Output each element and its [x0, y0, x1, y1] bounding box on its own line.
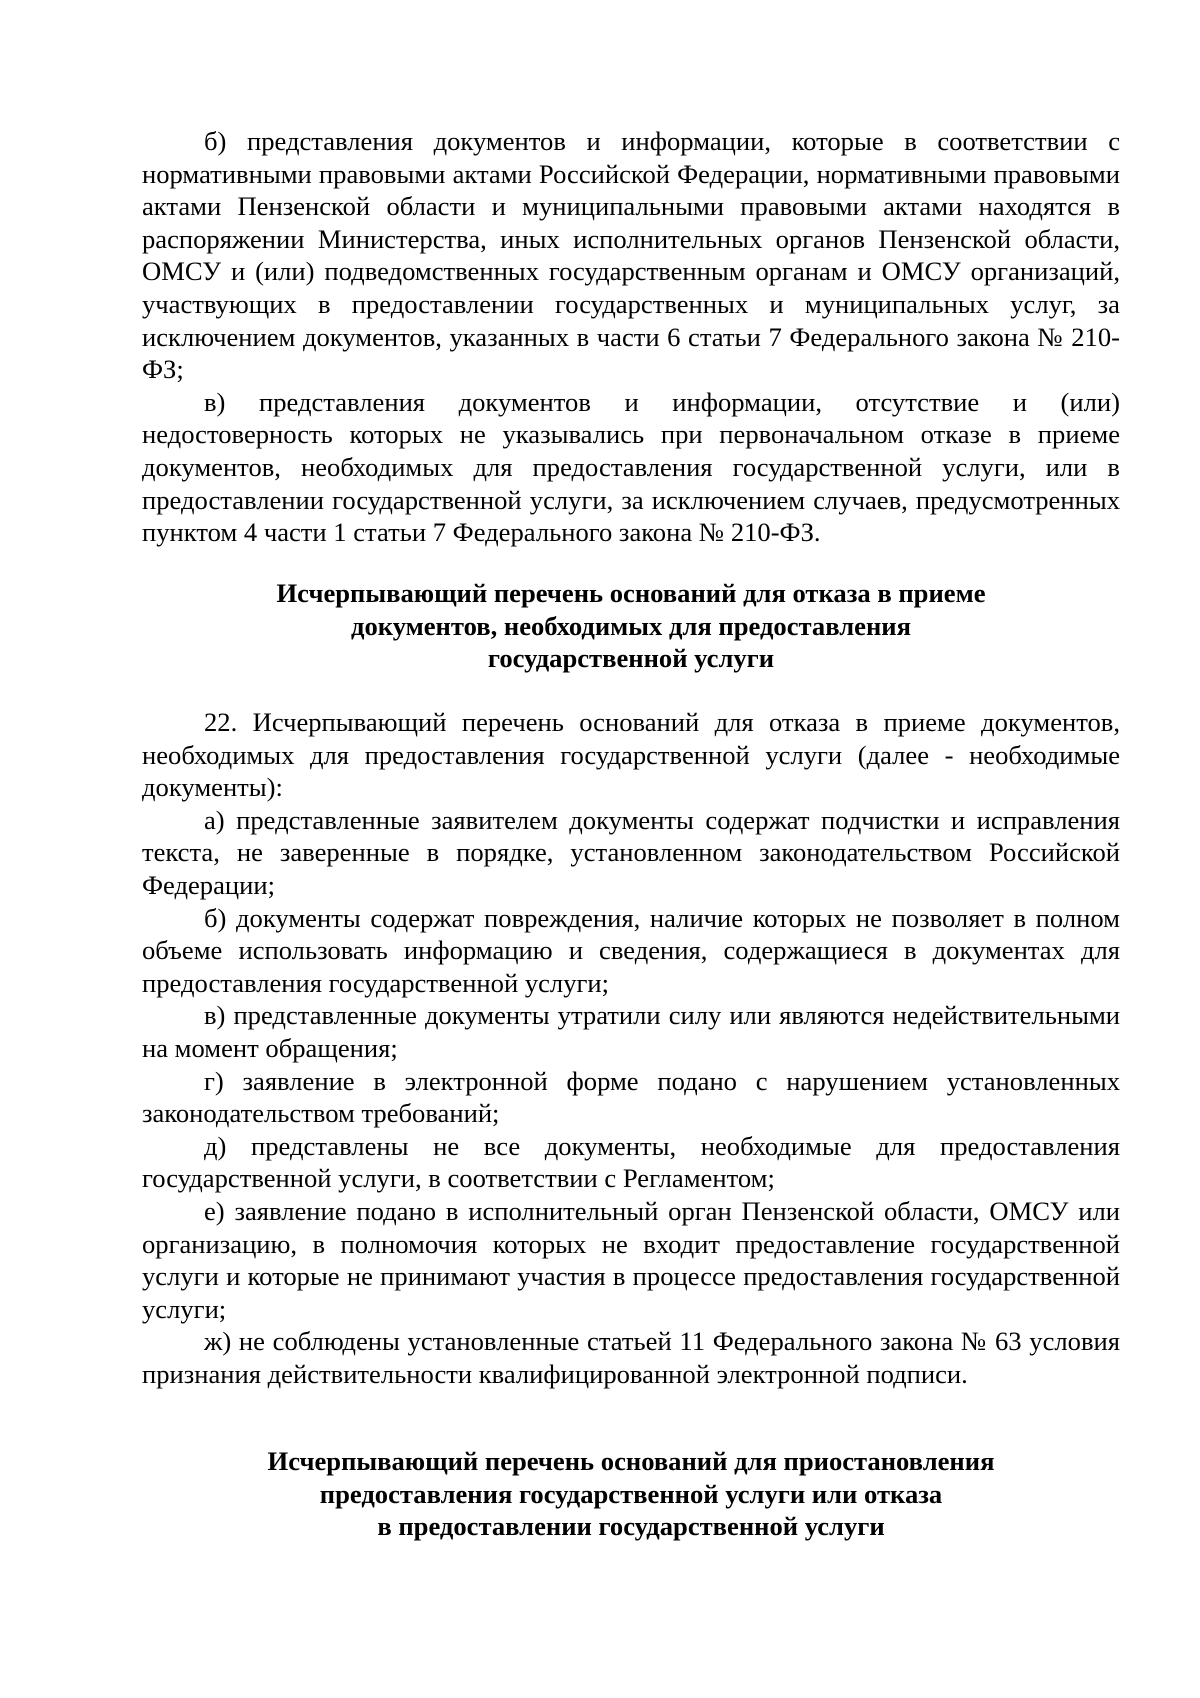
- paragraph-22-intro: 22. Исчерпывающий перечень оснований для отказа в приеме документов, необходимых для предоставления государственной услуги (далее - необходимые документы):: [142, 707, 1120, 803]
- heading-line: предоставления государственной услуги или отказа: [319, 1478, 943, 1509]
- paragraph-v-item: в) представления документов и информации, отсутствие и (или) недостоверность которых не указывались при первоначальном отказе в приеме документов, необходимых для предоставления государственной услуги, или в предоставлении государственной услуги, за исключением случаев, предусмотренных пунктом 4 части 1 статьи 7 Федерального закона № 210-ФЗ.: [142, 386, 1120, 548]
- paragraph-item-d: д) представлены не все документы, необходимые для предоставления государственной услуги, в соответствии с Регламентом;: [142, 1130, 1120, 1194]
- paragraph-item-v: в) представленные документы утратили силу или являются недействительными на момент обращения;: [142, 1000, 1120, 1063]
- paragraph-item-zh: ж) не соблюдены установленные статьей 11 Федерального закона № 63 условия признания действительности квалифицированной электронной подписи.: [142, 1326, 1120, 1389]
- paragraph-item-g: г) заявление в электронной форме подано с нарушением установленных законодательством требований;: [142, 1065, 1120, 1129]
- paragraph-b-item: б) представления документов и информации, которые в соответствии с нормативными правовыми актами Российской Федерации, нормативными правовыми актами Пензенской области и муниципальными правовыми актами находятся в распоряжении Министерства, иных исполнительных органов Пензенской области, ОМСУ и (или) подведомственных государственным органам и ОМСУ организаций, участвующих в предоставлении государственных и муниципальных услуг, за исключением документов, указанных в части 6 статьи 7 Федерального закона № 210-ФЗ;: [142, 126, 1120, 385]
- section-continuation: [142, 125, 1120, 549]
- heading-line: Исчерпывающий перечень оснований для приостановления: [267, 1446, 995, 1476]
- heading-line: документов, необходимых для предоставления: [351, 610, 911, 641]
- section-heading-refusal-acceptance: [142, 577, 1120, 675]
- heading-line: государственной услуги: [487, 643, 775, 674]
- section-heading-suspension-refusal: [142, 1445, 1120, 1543]
- heading-line: в предоставлении государственной услуги: [377, 1511, 885, 1542]
- paragraph-item-b: б) документы содержат повреждения, наличие которых не позволяет в полном объеме использовать информацию и сведения, содержащиеся в документах для предоставления государственной услуги;: [142, 902, 1120, 998]
- paragraph-item-e: е) заявление подано в исполнительный орган Пензенской области, ОМСУ или организацию, в полномочия которых не входит предоставление государственной услуги и которые не принимают участия в процессе предоставления государственной услуги;: [142, 1195, 1120, 1324]
- paragraph-item-a: а) представленные заявителем документы содержат подчистки и исправления текста, не заверенные в порядке, установленном законодательством Российской Федерации;: [142, 804, 1120, 900]
- heading-line: Исчерпывающий перечень оснований для отказа в приеме: [276, 578, 986, 608]
- section-item-22: [142, 706, 1120, 1390]
